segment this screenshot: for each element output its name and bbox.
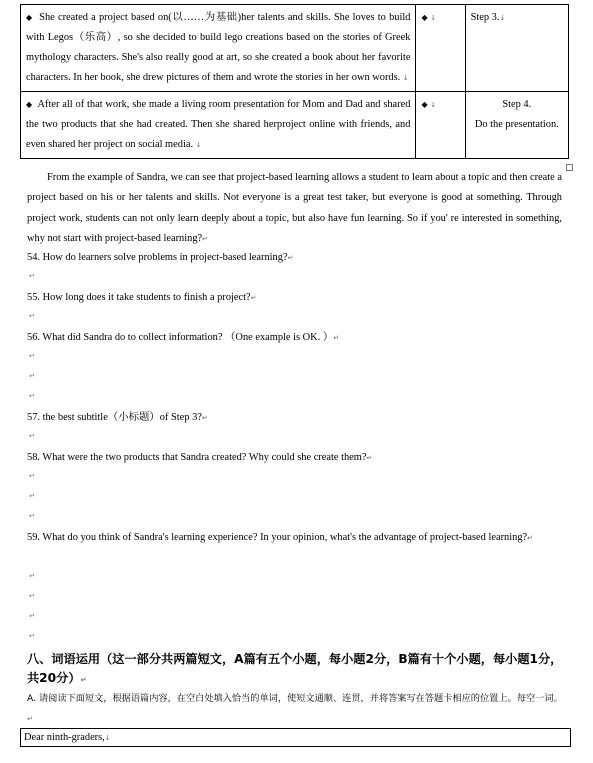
paragraph-mark-icon: ↵ — [366, 454, 373, 462]
table-cell-step — [465, 5, 568, 92]
question-text: 55. How long does it take students to finish a project? — [27, 292, 251, 303]
paragraph-mark-icon: ↵ — [202, 234, 209, 243]
step-label: Step 3. — [470, 12, 500, 23]
paragraph-mark-icon: ↵ — [80, 676, 87, 684]
table-cell-mark — [416, 5, 465, 92]
paragraph-mark-icon: ↓ — [499, 14, 506, 22]
section-instruction — [27, 689, 567, 729]
paragraph-mark-icon: ↓ — [195, 141, 202, 149]
question-text: 58. What were the two products that Sandra created? Why could she create them? — [27, 452, 367, 463]
instruction-text: A. 请阅读下面短文，根据语篇内容，在空白处填入恰当的单词，使短文通顺、连贯，并将答案写在答题卡相应的位置上。每空一词。 — [27, 693, 563, 704]
paragraph-mark-icon: ↵ — [29, 272, 35, 280]
paragraph-mark-icon: ↓ — [430, 101, 437, 109]
paragraph-mark-icon: ↓ — [402, 74, 409, 82]
question-58 — [27, 448, 567, 468]
paragraph-mark-icon: ↵ — [29, 392, 35, 400]
paragraph-mark-icon: ↵ — [527, 534, 533, 542]
paragraph-mark-icon: ↵ — [29, 492, 35, 500]
table-cell-mark — [416, 92, 465, 159]
question-text: 54. How do learners solve problems in project-based learning? — [27, 252, 288, 263]
paragraph-text: From the example of Sandra, we can see that project-based learning allows a student to learn about a topic and then create a project based on his or her talents and skills. Not everyone is a great test taker, but everyone is good at something. Through project work, students can not only learn deeply about a topic, but also have fun learning. So if you' re interested in something, why not start with project-based learning? — [27, 172, 562, 244]
table-resize-handle[interactable] — [566, 164, 573, 171]
paragraph-mark-icon: ↵ — [29, 352, 35, 360]
step-subtitle: Do the presentation. — [474, 119, 559, 130]
paragraph-mark-icon: ↵ — [29, 432, 35, 440]
paragraph-mark-icon: ↵ — [201, 414, 208, 422]
row-text: After all of that work, she made a living room presentation for Mom and Dad and shared the two products that she had created. Then she shared herproject online with friends, and even shared her project on social media. — [26, 99, 411, 150]
table-cell-step — [465, 92, 568, 159]
question-text: 59. What do you think of Sandra's learning experience? In your opinion, what's the advantage of project-based learning? — [27, 532, 528, 543]
paragraph-mark-icon: ↵ — [29, 572, 35, 580]
paragraph-mark-icon: ↵ — [287, 254, 294, 262]
paragraph-mark-icon: ↓ — [104, 734, 111, 742]
question-59 — [27, 528, 562, 548]
diamond-bullet-icon: ◆ — [26, 13, 33, 22]
section-heading — [27, 650, 567, 690]
paragraph-mark-icon: ↵ — [29, 372, 35, 380]
row-text: She created a project based on(以……为基础)her talents and skills. She loves to build with Legos（乐高）, so she decided to build lego creations based on the stories of Greek mythology characters. She's also really good at art, so she created a book about her favorite characters. In her book, she drew pictures of them and wrote the stories in her own words. — [26, 12, 411, 83]
table-row — [21, 92, 569, 159]
paragraph-mark-icon: ↵ — [29, 592, 35, 600]
paragraph-mark-icon: ↵ — [27, 715, 33, 723]
paragraph-mark-icon: ↵ — [29, 612, 35, 620]
paragraph-mark-icon: ↵ — [333, 334, 340, 342]
question-56 — [27, 328, 567, 348]
paragraph-mark-icon: ↓ — [430, 14, 437, 22]
letter-salutation: Dear ninth-graders, — [24, 732, 105, 743]
question-54 — [27, 248, 567, 268]
question-55 — [27, 288, 567, 308]
table-row — [21, 5, 569, 92]
section-heading-text: 八、词语运用（这一部分共两篇短文，A篇有五个小题，每小题2分，B篇有十个小题，每小题1分，共20分） — [27, 652, 563, 685]
table-cell-description — [21, 92, 416, 159]
question-text: 56. What did Sandra do to collect information? （One example is OK. ） — [27, 332, 334, 343]
table-cell-description — [21, 5, 416, 92]
steps-table — [20, 4, 569, 159]
letter-box — [20, 728, 571, 747]
diamond-bullet-icon: ◆ — [421, 13, 428, 22]
step-label: Step 4. — [502, 99, 532, 110]
paragraph-mark-icon: ↵ — [29, 512, 35, 520]
diamond-bullet-icon: ◆ — [421, 100, 428, 109]
paragraph-mark-icon: ↵ — [29, 312, 35, 320]
paragraph-mark-icon: ↵ — [29, 472, 35, 480]
question-57 — [27, 408, 567, 428]
paragraph-mark-icon: ↵ — [250, 294, 257, 302]
body-paragraph — [27, 168, 562, 249]
paragraph-mark-icon: ↵ — [29, 632, 35, 640]
question-text: 57. the best subtitle（小标题）of Step 3? — [27, 412, 202, 423]
diamond-bullet-icon: ◆ — [26, 100, 33, 109]
